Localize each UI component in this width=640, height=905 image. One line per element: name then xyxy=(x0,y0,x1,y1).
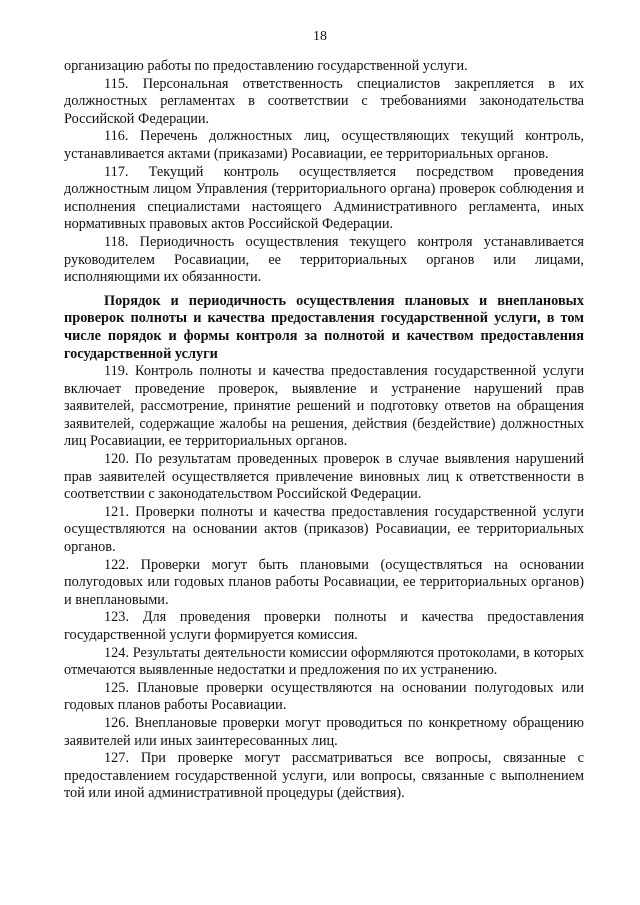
paragraph-121: 121. Проверки полноты и качества предоставления государственной услуги осуществляются на основании актов (приказов) Росавиации, ее территориальных органов. xyxy=(64,503,584,556)
paragraph-125: 125. Плановые проверки осуществляются на основании полугодовых или годовых планов работы Росавиации. xyxy=(64,679,584,714)
paragraph-117: 117. Текущий контроль осуществляется посредством проведения должностным лицом Управления (территориального органа) проверок соблюдения и исполнения специалистами настоящего Административного регламента, иных нормативных правовых актов Российской Федерации. xyxy=(64,163,584,233)
section-heading: Порядок и периодичность осуществления плановых и внеплановых проверок полноты и качества предоставления государственной услуги, в том числе порядок и формы контроля за полнотой и качеством предоставления государственной услуги xyxy=(64,292,584,362)
paragraph-115: 115. Персональная ответственность специалистов закрепляется в их должностных регламентах в соответствии с требованиями законодательства Российской Федерации. xyxy=(64,75,584,127)
paragraph-116: 116. Перечень должностных лиц, осуществляющих текущий контроль, устанавливается актами (приказами) Росавиации, ее территориальных органов. xyxy=(64,128,584,162)
paragraph-127: 127. При проверке могут рассматриваться все вопросы, связанные с предоставлением государственной услуги, или вопросы, связанные с выполнением той или иной административной процедуры (действия). xyxy=(64,750,584,802)
paragraph-122: 122. Проверки могут быть плановыми (осуществляться на основании полугодовых или годовых планов работы Росавиации, ее территориальных органов) и внеплановыми. xyxy=(64,556,584,608)
paragraph-119: 119. Контроль полноты и качества предоставления государственной услуги включает проведение проверок, выявление и устранение нарушений прав заявителей, рассмотрение, принятие решений и подготовку ответов на обращения заявителей, содержащие жалобы на решения, действия (бездействие) должностных лиц Росавиации, ее территориальных органов. xyxy=(64,363,584,450)
paragraph-118: 118. Периодичность осуществления текущего контроля устанавливается руководителем Росавиации, ее территориальных органов или лицами, исполняющими их обязанности. xyxy=(64,233,584,286)
page-number: 18 xyxy=(313,29,327,44)
document-body xyxy=(64,58,584,803)
paragraph-continuation: организацию работы по предоставлению государственной услуги. xyxy=(64,58,468,74)
paragraph-124: 124. Результаты деятельности комиссии оформляются протоколами, в которых отмечаются выявленные недостатки и предложения по их устранению. xyxy=(64,644,584,679)
paragraph-123: 123. Для проведения проверки полноты и качества предоставления государственной услуги формируется комиссия. xyxy=(64,609,584,643)
paragraph-126: 126. Внеплановые проверки могут проводиться по конкретному обращению заявителей или иных заинтересованных лиц. xyxy=(64,714,584,749)
paragraph-120: 120. По результатам проведенных проверок в случае выявления нарушений прав заявителей осуществляется привлечение виновных лиц к ответственности в соответствии с законодательством Российской Федерации. xyxy=(64,451,584,503)
